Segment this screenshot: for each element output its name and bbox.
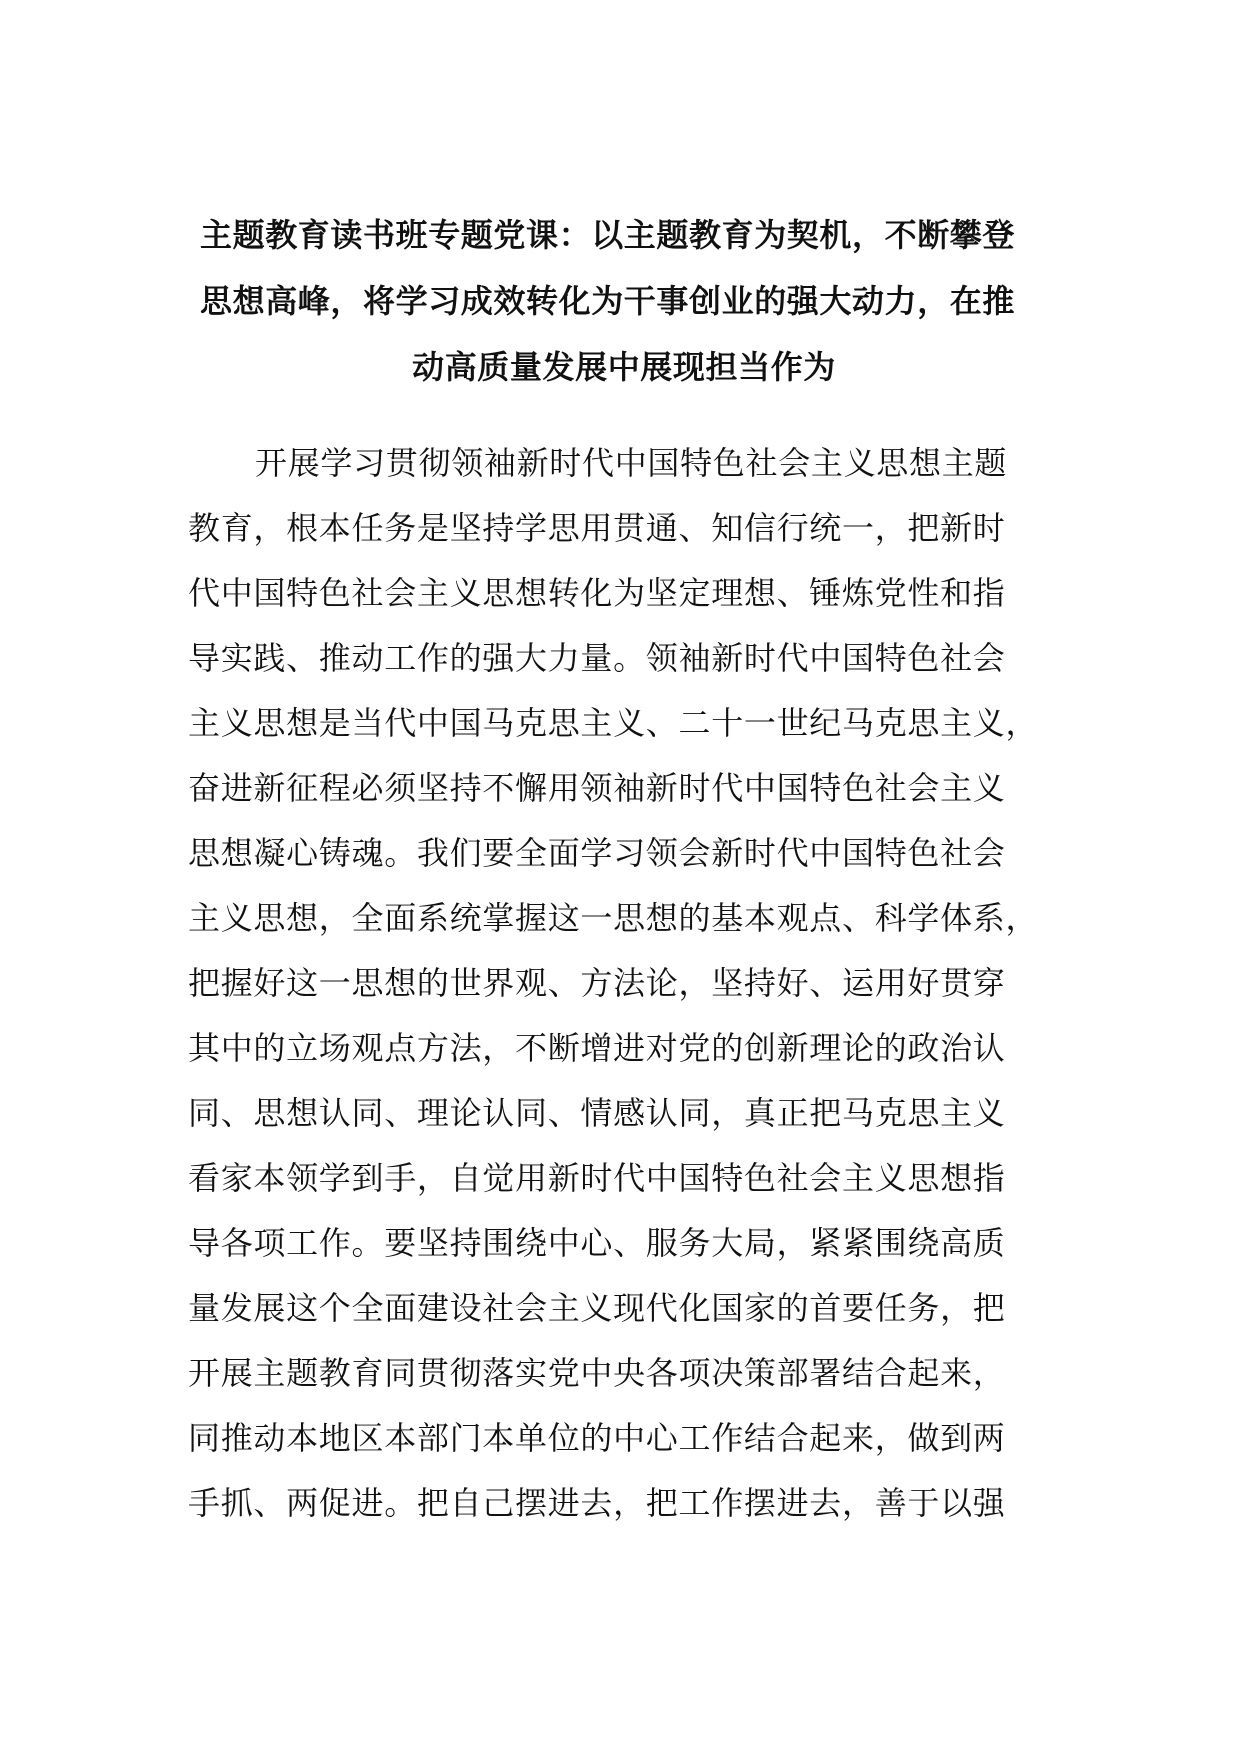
- body-line-13: 导各项工作。要坚持围绕中心、服务大局，紧紧围绕高质: [188, 1224, 1006, 1262]
- document-title: [200, 202, 1048, 400]
- body-line-1: 开展学习贯彻领袖新时代中国特色社会主义思想主题: [255, 444, 1008, 482]
- body-line-12: 看家本领学到手，自觉用新时代中国特色社会主义思想指: [188, 1159, 1006, 1197]
- body-line-11: 同、思想认同、理论认同、情感认同，真正把马克思主义: [188, 1094, 1006, 1132]
- title-line-1: 主题教育读书班专题党课：以主题教育为契机，不断攀登: [200, 216, 1016, 254]
- body-line-9: 把握好这一思想的世界观、方法论，坚持好、运用好贯穿: [188, 964, 1006, 1002]
- body-line-6: 奋进新征程必须坚持不懈用领袖新时代中国特色社会主义: [188, 769, 1006, 807]
- body-line-10: 其中的立场观点方法，不断增进对党的创新理论的政治认: [188, 1029, 1006, 1067]
- title-line-3: 动高质量发展中展现担当作为: [412, 348, 836, 386]
- body-line-16: 同推动本地区本部门本单位的中心工作结合起来，做到两: [188, 1419, 1006, 1457]
- body-line-4: 导实践、推动工作的强大力量。领袖新时代中国特色社会: [188, 639, 1006, 677]
- body-line-3: 代中国特色社会主义思想转化为坚定理想、锤炼党性和指: [188, 574, 1006, 612]
- body-line-15: 开展主题教育同贯彻落实党中央各项决策部署结合起来，: [188, 1354, 1006, 1392]
- body-line-8: 主义思想，全面系统掌握这一思想的基本观点、科学体系，: [188, 899, 1039, 937]
- title-line-2: 思想高峰，将学习成效转化为干事创业的强大动力，在推: [200, 282, 1016, 320]
- body-line-7: 思想凝心铸魂。我们要全面学习领会新时代中国特色社会: [188, 834, 1006, 872]
- document-body: [188, 431, 1068, 1536]
- body-line-14: 量发展这个全面建设社会主义现代化国家的首要任务，把: [188, 1289, 1006, 1327]
- body-line-5: 主义思想是当代中国马克思主义、二十一世纪马克思主义，: [188, 704, 1039, 742]
- body-line-17: 手抓、两促进。把自己摆进去，把工作摆进去，善于以强: [188, 1484, 1006, 1522]
- body-line-2: 教育，根本任务是坚持学思用贯通、知信行统一，把新时: [188, 509, 1006, 547]
